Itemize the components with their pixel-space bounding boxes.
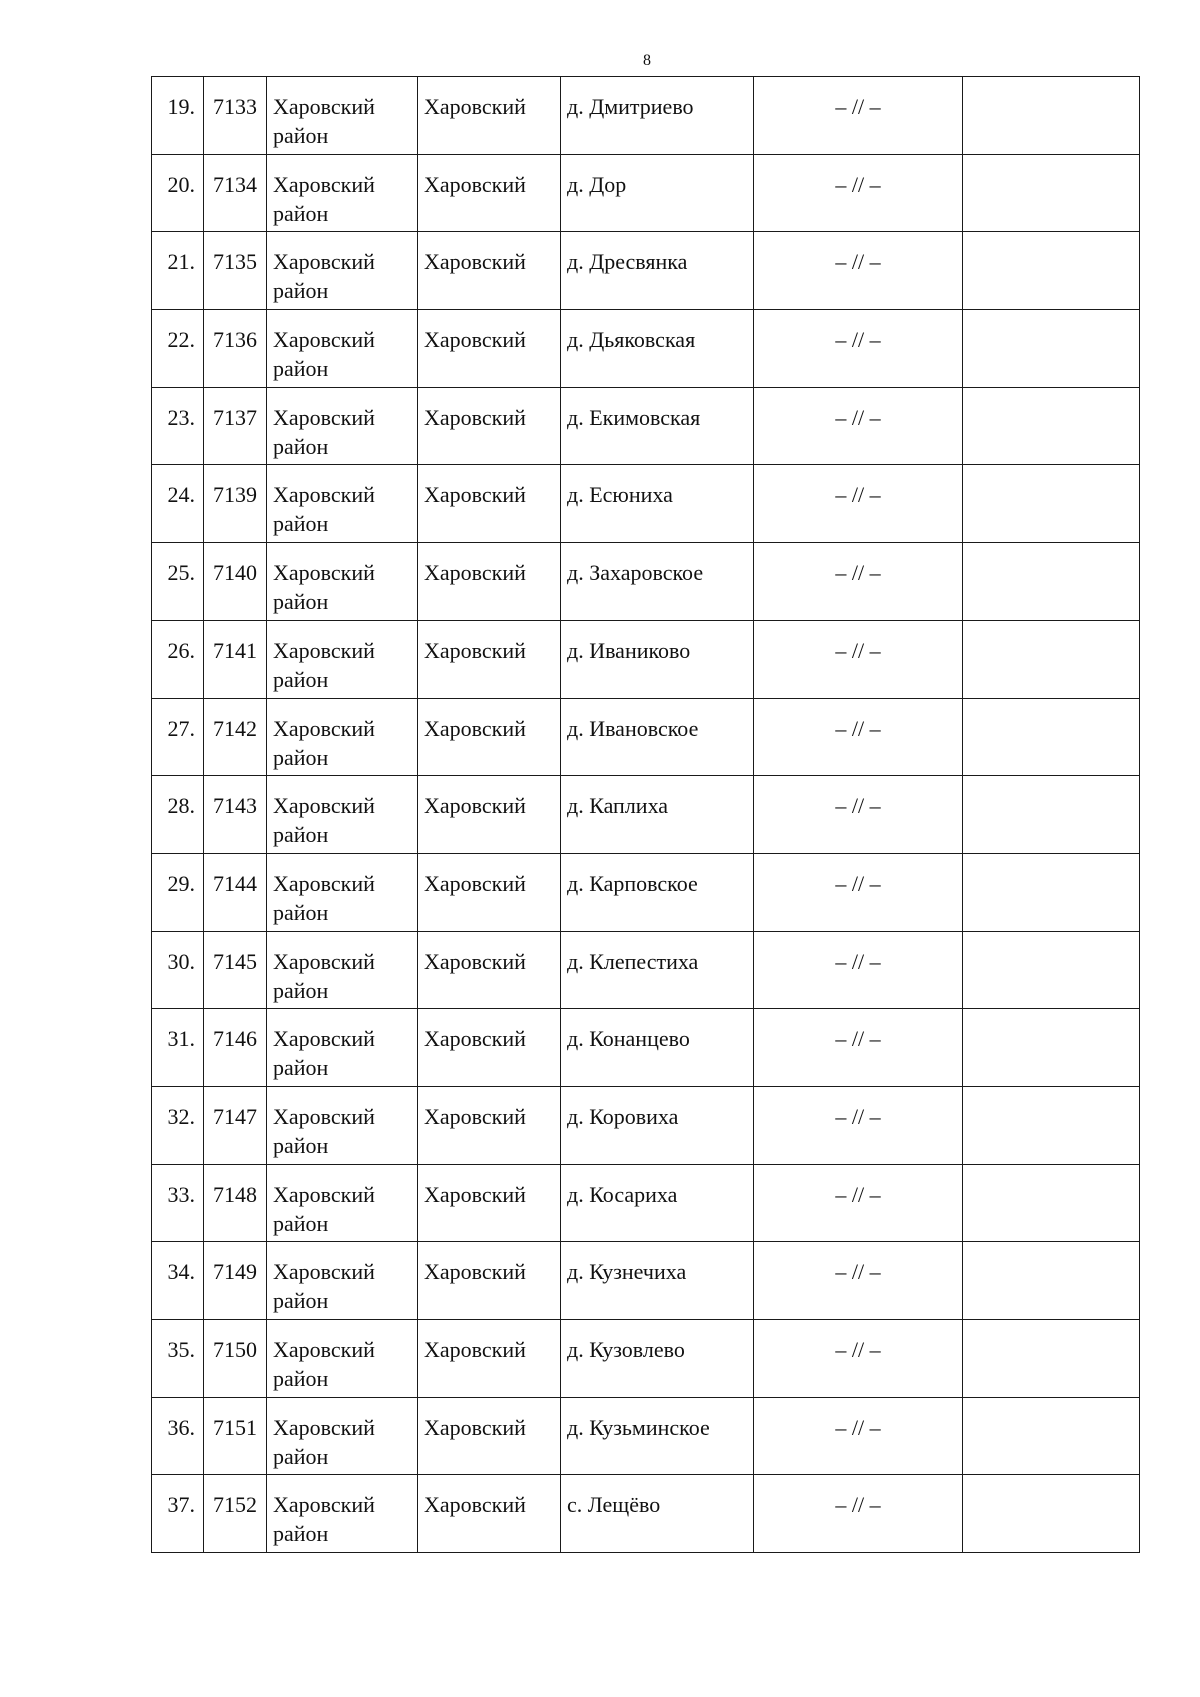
table-row: [152, 1086, 1140, 1164]
ditto-mark-cell: – // –: [754, 1320, 963, 1398]
empty-cell: [963, 465, 1140, 543]
code-cell: 7150: [204, 1320, 267, 1398]
area-name: Харовский: [273, 1414, 375, 1440]
code-cell: 7149: [204, 1242, 267, 1320]
row-number-cell: 37.: [152, 1475, 204, 1553]
code-cell: 7147: [204, 1086, 267, 1164]
row-number-cell: 35.: [152, 1320, 204, 1398]
district-cell: Харовский: [418, 310, 561, 388]
district-cell: Харовский: [418, 1164, 561, 1242]
area-type: район: [273, 511, 329, 537]
settlement-cell: с. Лещёво: [561, 1475, 754, 1553]
area-cell: [267, 620, 418, 698]
row-number-cell: 34.: [152, 1242, 204, 1320]
ditto-mark-cell: – // –: [754, 1397, 963, 1475]
code-cell: 7142: [204, 698, 267, 776]
district-cell: Харовский: [418, 620, 561, 698]
settlement-cell: д. Дор: [561, 154, 754, 232]
area-name: Харовский: [273, 327, 375, 353]
area-type: район: [273, 589, 329, 615]
empty-cell: [963, 232, 1140, 310]
empty-cell: [963, 310, 1140, 388]
ditto-mark-cell: – // –: [754, 1164, 963, 1242]
district-cell: Харовский: [418, 1242, 561, 1320]
settlement-cell: д. Дмитриево: [561, 77, 754, 155]
empty-cell: [963, 543, 1140, 621]
row-number-cell: 36.: [152, 1397, 204, 1475]
row-number-cell: 28.: [152, 776, 204, 854]
row-number-cell: 25.: [152, 543, 204, 621]
area-type: район: [273, 666, 329, 692]
table-row: [152, 1164, 1140, 1242]
ditto-mark-cell: – // –: [754, 853, 963, 931]
area-type: район: [273, 1210, 329, 1236]
table-row: [152, 465, 1140, 543]
area-type: район: [273, 899, 329, 925]
area-name: Харовский: [273, 249, 375, 275]
ditto-mark-cell: – // –: [754, 1475, 963, 1553]
empty-cell: [963, 1320, 1140, 1398]
ditto-mark-cell: – // –: [754, 232, 963, 310]
code-cell: 7152: [204, 1475, 267, 1553]
district-cell: Харовский: [418, 154, 561, 232]
code-cell: 7143: [204, 776, 267, 854]
area-cell: [267, 77, 418, 155]
settlement-cell: д. Екимовская: [561, 387, 754, 465]
area-cell: [267, 1164, 418, 1242]
empty-cell: [963, 1164, 1140, 1242]
code-cell: 7146: [204, 1009, 267, 1087]
code-cell: 7148: [204, 1164, 267, 1242]
table-row: [152, 1320, 1140, 1398]
table-row: [152, 620, 1140, 698]
area-cell: [267, 776, 418, 854]
ditto-mark-cell: – // –: [754, 465, 963, 543]
settlement-cell: д. Конанцево: [561, 1009, 754, 1087]
settlement-cell: д. Дресвянка: [561, 232, 754, 310]
code-cell: 7133: [204, 77, 267, 155]
area-name: Харовский: [273, 171, 375, 197]
area-cell: [267, 465, 418, 543]
ditto-mark-cell: – // –: [754, 776, 963, 854]
area-type: район: [273, 278, 329, 304]
row-number-cell: 26.: [152, 620, 204, 698]
area-cell: [267, 310, 418, 388]
table-row: [152, 931, 1140, 1009]
district-cell: Харовский: [418, 931, 561, 1009]
settlement-cell: д. Ивановское: [561, 698, 754, 776]
row-number-cell: 21.: [152, 232, 204, 310]
district-cell: Харовский: [418, 698, 561, 776]
settlement-cell: д. Коровиха: [561, 1086, 754, 1164]
area-name: Харовский: [273, 1492, 375, 1518]
empty-cell: [963, 1009, 1140, 1087]
ditto-mark-cell: – // –: [754, 1242, 963, 1320]
district-cell: Харовский: [418, 776, 561, 854]
empty-cell: [963, 387, 1140, 465]
settlement-cell: д. Иваниково: [561, 620, 754, 698]
area-type: район: [273, 1366, 329, 1391]
table-row: [152, 1397, 1140, 1475]
code-cell: 7136: [204, 310, 267, 388]
settlement-cell: д. Есюниха: [561, 465, 754, 543]
code-cell: 7134: [204, 154, 267, 232]
area-cell: [267, 853, 418, 931]
settlement-cell: д. Захаровское: [561, 543, 754, 621]
area-cell: [267, 1086, 418, 1164]
area-name: Харовский: [273, 948, 375, 974]
row-number-cell: 32.: [152, 1086, 204, 1164]
table-row: [152, 543, 1140, 621]
row-number-cell: 29.: [152, 853, 204, 931]
area-name: Харовский: [273, 94, 375, 119]
empty-cell: [963, 931, 1140, 1009]
code-cell: 7144: [204, 853, 267, 931]
settlement-cell: д. Косариха: [561, 1164, 754, 1242]
table-row: [152, 1242, 1140, 1320]
ditto-mark-cell: – // –: [754, 1009, 963, 1087]
settlement-cell: д. Каплиха: [561, 776, 754, 854]
settlement-cell: д. Карповское: [561, 853, 754, 931]
ditto-mark-cell: – // –: [754, 310, 963, 388]
area-name: Харовский: [273, 1103, 375, 1129]
area-cell: [267, 698, 418, 776]
code-cell: 7135: [204, 232, 267, 310]
ditto-mark-cell: – // –: [754, 931, 963, 1009]
ditto-mark-cell: – // –: [754, 543, 963, 621]
row-number-cell: 33.: [152, 1164, 204, 1242]
district-cell: Харовский: [418, 1086, 561, 1164]
area-cell: [267, 1475, 418, 1553]
area-name: Харовский: [273, 1337, 375, 1362]
area-name: Харовский: [273, 1026, 375, 1052]
area-name: Харовский: [273, 482, 375, 508]
code-cell: 7137: [204, 387, 267, 465]
row-number-cell: 22.: [152, 310, 204, 388]
ditto-mark-cell: – // –: [754, 387, 963, 465]
district-cell: Харовский: [418, 543, 561, 621]
area-type: район: [273, 977, 329, 1003]
row-number-cell: 30.: [152, 931, 204, 1009]
area-name: Харовский: [273, 870, 375, 896]
empty-cell: [963, 77, 1140, 155]
area-name: Харовский: [273, 715, 375, 741]
table-row: [152, 776, 1140, 854]
area-name: Харовский: [273, 560, 375, 586]
empty-cell: [963, 154, 1140, 232]
area-type: район: [273, 123, 329, 148]
area-type: район: [273, 1055, 329, 1081]
row-number-cell: 31.: [152, 1009, 204, 1087]
code-cell: 7139: [204, 465, 267, 543]
area-cell: [267, 543, 418, 621]
area-name: Харовский: [273, 404, 375, 430]
code-cell: 7140: [204, 543, 267, 621]
empty-cell: [963, 1086, 1140, 1164]
empty-cell: [963, 1242, 1140, 1320]
empty-cell: [963, 1475, 1140, 1553]
area-name: Харовский: [273, 1181, 375, 1207]
page-number: 8: [643, 52, 651, 69]
settlements-table: [151, 76, 1140, 1553]
district-cell: Харовский: [418, 853, 561, 931]
ditto-mark-cell: – // –: [754, 154, 963, 232]
table-row: [152, 698, 1140, 776]
table-row: [152, 77, 1140, 155]
ditto-mark-cell: – // –: [754, 1086, 963, 1164]
code-cell: 7141: [204, 620, 267, 698]
row-number-cell: 27.: [152, 698, 204, 776]
row-number-cell: 23.: [152, 387, 204, 465]
area-name: Харовский: [273, 793, 375, 819]
row-number-cell: 20.: [152, 154, 204, 232]
table-body: [152, 77, 1140, 1553]
table-row: [152, 310, 1140, 388]
area-cell: [267, 1242, 418, 1320]
row-number-cell: 19.: [152, 77, 204, 155]
table-row: [152, 1009, 1140, 1087]
area-type: район: [273, 200, 329, 226]
area-cell: [267, 931, 418, 1009]
settlement-cell: д. Дьяковская: [561, 310, 754, 388]
area-type: район: [273, 1443, 329, 1469]
area-type: район: [273, 356, 329, 382]
area-type: район: [273, 433, 329, 459]
ditto-mark-cell: – // –: [754, 620, 963, 698]
empty-cell: [963, 1397, 1140, 1475]
district-cell: Харовский: [418, 77, 561, 155]
table-row: [152, 1475, 1140, 1553]
area-type: район: [273, 1132, 329, 1158]
area-cell: [267, 387, 418, 465]
district-cell: Харовский: [418, 387, 561, 465]
empty-cell: [963, 853, 1140, 931]
table-row: [152, 853, 1140, 931]
empty-cell: [963, 620, 1140, 698]
area-cell: [267, 1009, 418, 1087]
district-cell: Харовский: [418, 1320, 561, 1398]
area-type: район: [273, 744, 329, 770]
area-cell: [267, 154, 418, 232]
settlement-cell: д. Кузовлево: [561, 1320, 754, 1398]
area-cell: [267, 1320, 418, 1398]
row-number-cell: 24.: [152, 465, 204, 543]
empty-cell: [963, 776, 1140, 854]
area-cell: [267, 232, 418, 310]
table-row: [152, 387, 1140, 465]
district-cell: Харовский: [418, 1475, 561, 1553]
area-cell: [267, 1397, 418, 1475]
empty-cell: [963, 698, 1140, 776]
ditto-mark-cell: – // –: [754, 77, 963, 155]
area-type: район: [273, 1288, 329, 1314]
code-cell: 7151: [204, 1397, 267, 1475]
area-name: Харовский: [273, 1259, 375, 1285]
district-cell: Харовский: [418, 1397, 561, 1475]
district-cell: Харовский: [418, 465, 561, 543]
area-type: район: [273, 1521, 329, 1547]
settlement-cell: д. Кузьминское: [561, 1397, 754, 1475]
district-cell: Харовский: [418, 232, 561, 310]
table-row: [152, 232, 1140, 310]
settlement-cell: д. Клепестиха: [561, 931, 754, 1009]
table-row: [152, 154, 1140, 232]
code-cell: 7145: [204, 931, 267, 1009]
ditto-mark-cell: – // –: [754, 698, 963, 776]
settlement-cell: д. Кузнечиха: [561, 1242, 754, 1320]
area-type: район: [273, 822, 329, 848]
district-cell: Харовский: [418, 1009, 561, 1087]
area-name: Харовский: [273, 637, 375, 663]
